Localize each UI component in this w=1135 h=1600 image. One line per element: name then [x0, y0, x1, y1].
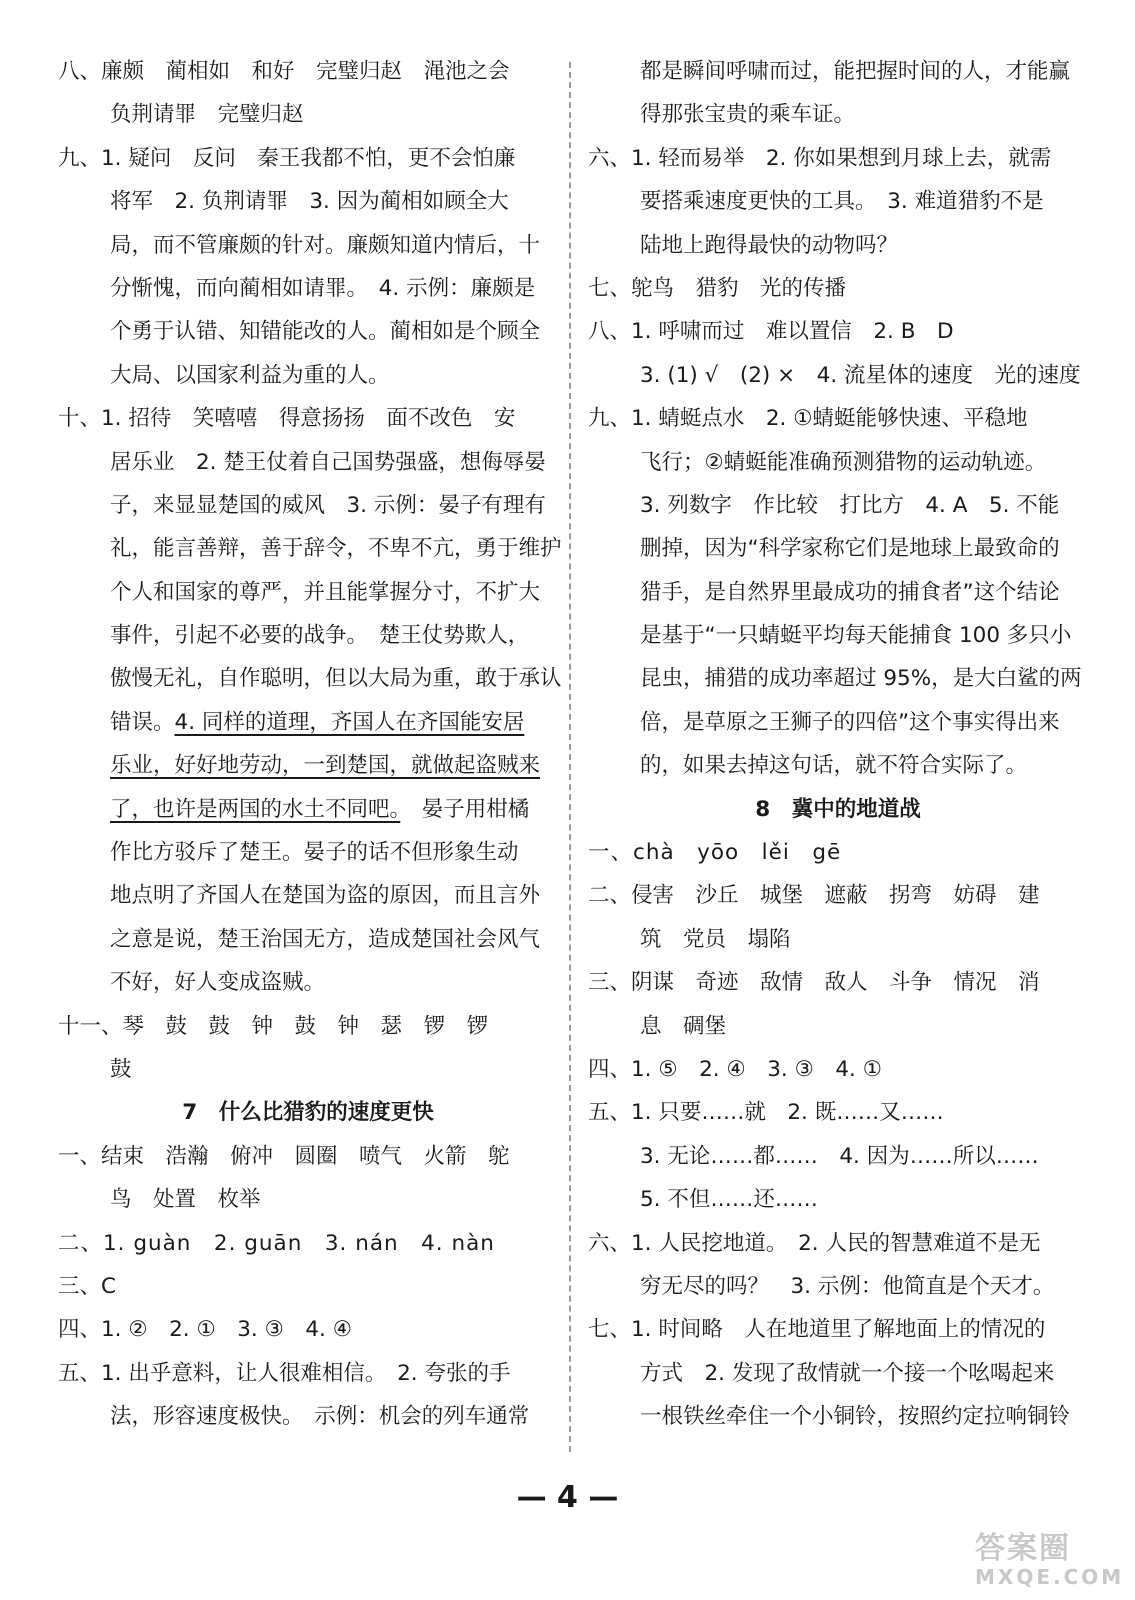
answer-text: 三、阴谋 奇迹 敌情 敌人 斗争 情况 消	[588, 970, 1040, 996]
answer-line	[588, 93, 1088, 136]
answer-text: 3. 列数字 作比较 打比方 4. A 5. 不能	[640, 492, 1060, 518]
answer-text: 二、1. guàn 2. guān 3. nán 4. nàn	[58, 1230, 495, 1256]
answer-line	[588, 1222, 1088, 1265]
answer-line	[588, 918, 1088, 961]
answer-line	[58, 1178, 558, 1221]
answer-text: 子，来显显楚国的威风 3. 示例：晏子有理有	[110, 492, 546, 518]
answer-line	[588, 1091, 1088, 1134]
answer-line	[588, 1005, 1088, 1048]
answer-text: 方式 2. 发现了敌情就一个接一个吆喝起来	[640, 1360, 1055, 1386]
answer-text: 六、1. 人民挖地道。 2. 人民的智慧难道不是无	[588, 1230, 1041, 1256]
answer-text: 筑 党员 塌陷	[640, 926, 791, 952]
right-column	[588, 50, 1088, 1439]
answer-text: 九、1. 蜻蜓点水 2. ①蜻蜓能够快速、平稳地	[588, 406, 1028, 432]
answer-text: 五、1. 只要……就 2. 既……又……	[588, 1100, 944, 1126]
answer-line	[588, 397, 1088, 440]
answer-text: 四、1. ⑤ 2. ④ 3. ③ 4. ①	[588, 1056, 882, 1082]
answer-line	[588, 831, 1088, 874]
answer-line	[58, 1048, 558, 1091]
answer-text: 傲慢无礼，自作聪明，但以大局为重，敢于承认	[110, 666, 562, 692]
answer-line	[588, 1265, 1088, 1308]
answer-line	[58, 1135, 558, 1178]
answer-line	[588, 354, 1088, 397]
answer-text: 息 碉堡	[640, 1013, 727, 1039]
answer-text: 都是瞬间呼啸而过，能把握时间的人，才能赢	[640, 59, 1071, 84]
answer-text: 8 冀中的地道战	[755, 796, 921, 822]
answer-text: 是基于“一只蜻蜓平均每天能捕食 100 多只小	[640, 623, 1072, 649]
answer-line	[58, 1308, 558, 1351]
answer-line	[58, 180, 558, 223]
answer-text: 居乐业 2. 楚王仗着自己国势强盛，想侮辱晏	[110, 449, 546, 475]
answer-line	[58, 1091, 558, 1134]
answer-line	[58, 831, 558, 874]
answer-text: 不好，好人变成盗贼。	[110, 970, 326, 996]
answer-line	[58, 571, 558, 614]
answer-line	[58, 93, 558, 136]
answer-text: 六、1. 轻而易举 2. 你如果想到月球上去，就需	[588, 145, 1052, 171]
answer-line	[588, 788, 1088, 831]
answer-text: 陆地上跑得最快的动物吗？	[640, 232, 899, 258]
answer-line	[58, 614, 558, 657]
answer-text: 7 什么比猎豹的速度更快	[182, 1100, 434, 1126]
answer-line	[58, 441, 558, 484]
answer-line	[588, 441, 1088, 484]
answer-text: 三、C	[58, 1273, 117, 1299]
answer-line	[58, 961, 558, 1004]
answer-text: 礼，能言善辩，善于辞令，不卑不亢，勇于维护	[110, 536, 562, 562]
column-divider	[569, 62, 571, 1452]
answer-line	[588, 310, 1088, 353]
underlined-answer: 乐业，好好地劳动，一到楚国，就做起盗贼来	[110, 753, 541, 779]
answer-text: 昆虫，捕猎的成功率超过 95%，是大白鲨的两	[640, 666, 1082, 692]
answer-text: 九、1. 疑问 反问 秦王我都不怕，更不会怕廉	[58, 145, 516, 171]
page-number: — 4 —	[516, 1480, 619, 1515]
answer-line	[588, 701, 1088, 744]
answer-text: 二、侵害 沙丘 城堡 遮蔽 拐弯 妨碍 建	[588, 883, 1040, 909]
answer-text: 个人和国家的尊严，并且能掌握分寸，不扩大	[110, 579, 541, 605]
answer-text: 要搭乘速度更快的工具。 3. 难道猎豹不是	[640, 189, 1044, 215]
answer-line	[588, 1135, 1088, 1178]
answer-text: 事件，引起不必要的战争。 楚王仗势欺人，	[110, 623, 530, 649]
answer-line	[588, 1048, 1088, 1091]
answer-line	[58, 224, 558, 267]
answer-text: 地点明了齐国人在楚国为盗的原因，而且言外	[110, 883, 541, 909]
answer-text: 之意是说，楚王治国无方，造成楚国社会风气	[110, 926, 541, 952]
answer-line	[588, 224, 1088, 267]
answer-line	[588, 50, 1088, 93]
answer-line	[588, 614, 1088, 657]
answer-text: 倍，是草原之王狮子的四倍”这个事实得出来	[640, 709, 1060, 735]
answer-line	[58, 527, 562, 570]
answer-text: 法，形容速度极快。 示例：机会的列车通常	[110, 1404, 530, 1430]
answer-text: 四、1. ② 2. ① 3. ③ 4. ④	[58, 1317, 352, 1343]
answer-line	[58, 701, 558, 744]
answer-line	[58, 918, 558, 961]
answer-text: 七、1. 时间略 人在地道里了解地面上的情况的	[588, 1317, 1046, 1343]
answer-line	[588, 657, 1088, 700]
answer-text: 负荆请罪 完璧归赵	[110, 102, 304, 128]
answer-text: 十、1. 招待 笑嘻嘻 得意扬扬 面不改色 安	[58, 406, 516, 432]
answer-line	[588, 180, 1088, 223]
answer-text: 鸟 处置 枚举	[110, 1187, 261, 1213]
watermark-logo	[975, 1532, 1130, 1594]
answer-text: 七、鸵鸟 猎豹 光的传播	[588, 275, 847, 301]
answer-text: 3. (1) √ (2) × 4. 流星体的速度 光的速度	[640, 362, 1081, 388]
answer-line	[588, 527, 1088, 570]
answer-line	[58, 874, 558, 917]
answer-text: 一、结束 浩瀚 俯冲 圆圈 喷气 火箭 鸵	[58, 1143, 510, 1169]
answer-line	[58, 657, 562, 700]
answer-line	[58, 354, 558, 397]
underlined-answer: 了，也许是两国的水土不同吧。	[110, 796, 401, 822]
answer-line	[58, 310, 558, 353]
answer-text: 个勇于认错、知错能改的人。蔺相如是个顾全	[110, 319, 541, 345]
answer-line	[58, 50, 558, 93]
answer-text: 十一、琴 鼓 鼓 钟 鼓 钟 瑟 锣 锣	[58, 1013, 489, 1039]
answer-text: 穷无尽的吗？ 3. 示例：他简直是个天才。	[640, 1273, 1055, 1299]
answer-text: 得那张宝贵的乘车证。	[640, 102, 856, 128]
answer-line	[58, 744, 558, 787]
answer-text: 5. 不但……还……	[640, 1187, 818, 1213]
answer-text: 一、chà yōo lěi gē	[588, 840, 842, 866]
answer-text: 3. 无论……都…… 4. 因为……所以……	[640, 1143, 1039, 1169]
answer-text: 八、1. 呼啸而过 难以置信 2. B D	[588, 319, 954, 345]
answer-text: 鼓	[110, 1056, 132, 1082]
answer-line	[58, 267, 558, 310]
answer-line	[588, 1178, 1088, 1221]
answer-text: 删掉，因为“科学家称它们是地球上最致命的	[640, 536, 1060, 562]
answer-line	[58, 397, 558, 440]
answer-line	[58, 788, 558, 831]
answer-text: 作比方驳斥了楚王。晏子的话不但形象生动	[110, 840, 519, 866]
answer-line	[58, 484, 558, 527]
answer-line	[588, 874, 1088, 917]
answer-text: 大局、以国家利益为重的人。	[110, 362, 390, 388]
answer-line	[588, 1308, 1088, 1351]
answer-line	[58, 1265, 558, 1308]
answer-text: 将军 2. 负荆请罪 3. 因为蔺相如顾全大	[110, 189, 509, 215]
underlined-answer: 4. 同样的道理，齐国人在齐国能安居	[174, 709, 525, 735]
answer-line	[58, 137, 558, 180]
answer-line	[588, 1395, 1088, 1438]
answer-text: 局，而不管廉颇的针对。廉颇知道内情后，十	[110, 232, 541, 258]
answer-line	[58, 1352, 558, 1395]
answer-text: 晏子用柑橘	[400, 796, 530, 822]
answer-line	[58, 1395, 558, 1438]
answer-text: 错误。	[110, 709, 175, 735]
watermark-url: MXQE.COM	[975, 1565, 1125, 1589]
left-column	[58, 50, 562, 1439]
answer-line	[58, 1005, 558, 1048]
answer-text: 五、1. 出乎意料，让人很难相信。 2. 夸张的手	[58, 1360, 511, 1386]
answer-line	[588, 137, 1088, 180]
answer-line	[588, 744, 1088, 787]
watermark-text: 答案圈	[975, 1531, 1071, 1566]
answer-line	[58, 1222, 558, 1265]
answer-line	[588, 484, 1088, 527]
answer-line	[588, 571, 1088, 614]
answer-line	[588, 1352, 1088, 1395]
answer-text: 八、廉颇 蔺相如 和好 完璧归赵 渑池之会	[58, 59, 510, 84]
answer-text: 飞行；②蜻蜓能准确预测猎物的运动轨迹。	[640, 449, 1047, 475]
answer-text: 分惭愧，而向蔺相如请罪。 4. 示例：廉颇是	[110, 275, 536, 301]
answer-line	[588, 961, 1088, 1004]
answer-text: 猎手，是自然界里最成功的捕食者”这个结论	[640, 579, 1060, 605]
answer-line	[588, 267, 1088, 310]
answer-text: 的，如果去掉这句话，就不符合实际了。	[640, 753, 1028, 779]
answer-text: 一根铁丝牵住一个小铜铃，按照约定拉响铜铃	[640, 1404, 1071, 1430]
